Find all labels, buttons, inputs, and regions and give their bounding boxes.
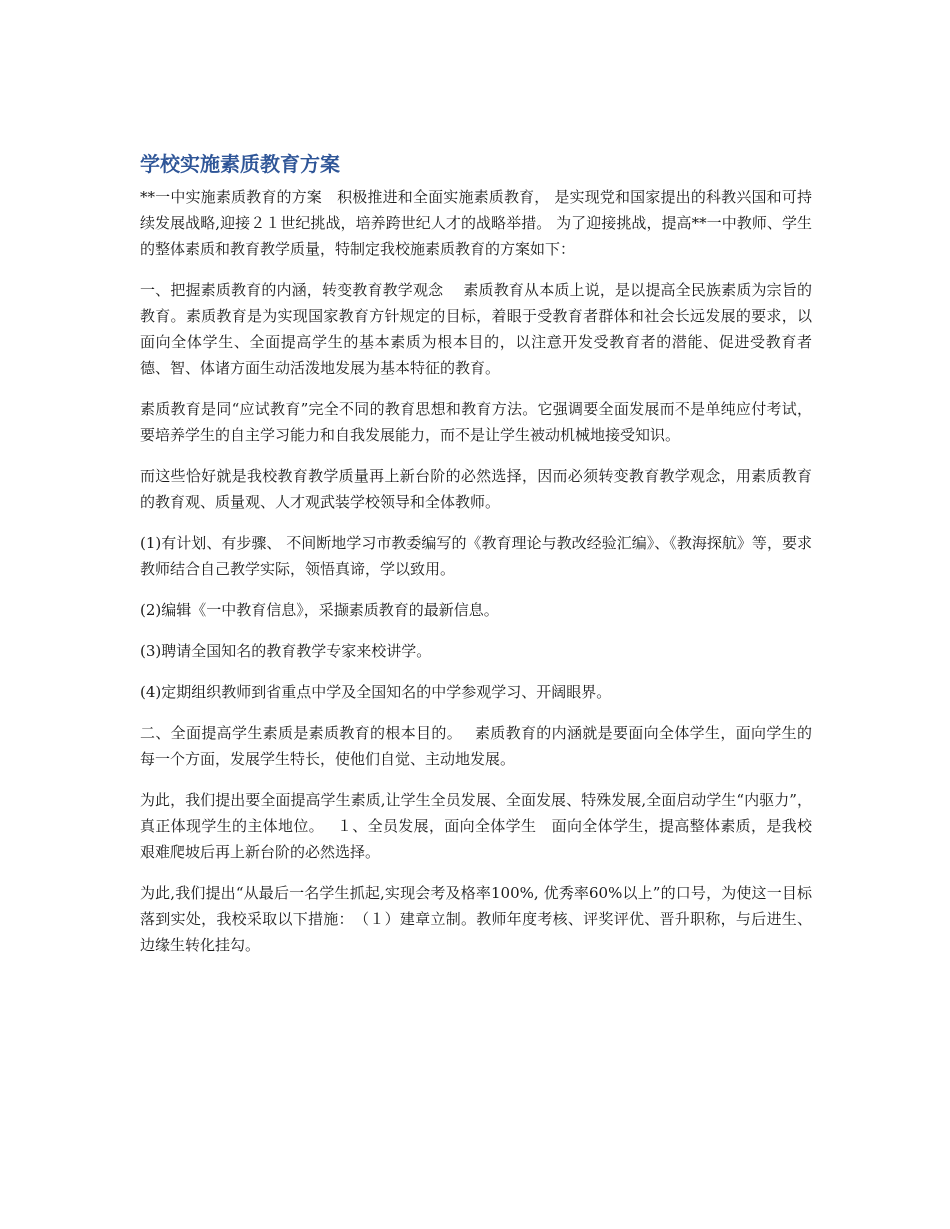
paragraph-transform-concepts: 而这些恰好就是我校教育教学质量再上新台阶的必然选择，因而必须转变教育教学观念，用素质教育的教育观、质量观、人才观武装学校领导和全体教师。 bbox=[140, 467, 812, 511]
paragraph-measures: 为此,我们提出“从最后一名学生抓起,实现会考及格率100%, 优秀率60%以上”的口号，为使这一目标落到实处，我校采取以下措施： （１）建章立制。教师年度考核、评奖评优、晋升职称，与后进生、边缘生转化挂勾。 bbox=[140, 884, 812, 954]
paragraph-full-development: 为此，我们提出要全面提高学生素质,让学生全员发展、全面发展、特殊发展,全面启动学生“内驱力”，真正体现学生的主体地位。 １、全员发展，面向全体学生 面向全体学生，提高整体素质，是我校艰难爬坡后再上新台阶的必然选择。 bbox=[140, 791, 812, 861]
paragraph-section-1: 一、把握素质教育的内涵，转变教育教学观念 素质教育从本质上说，是以提高全民族素质为宗旨的教育。素质教育是为实现国家教育方针规定的目标，着眼于受教育者群体和社会长远发展的要求，以面向全体学生、全面提高学生的基本素质为根本目的，以注意开发受教育者的潜能、促进受教育者德、智、体诸方面生动活泼地发展为基本特征的教育。 bbox=[140, 281, 812, 377]
paragraph-intro: **一中实施素质教育的方案 积极推进和全面实施素质教育， 是实现党和国家提出的科教兴国和可持续发展战略,迎接２１世纪挑战，培养跨世纪人才的战略举措。 为了迎接挑战，提高**一中教师、学生的整体素质和教育教学质量，特制定我校施素质教育的方案如下： bbox=[140, 188, 812, 258]
paragraph-exam-education: 素质教育是同“应试教育”完全不同的教育思想和教育方法。它强调要全面发展而不是单纯应付考试，要培养学生的自主学习能力和自我发展能力，而不是让学生被动机械地接受知识。 bbox=[140, 400, 812, 444]
list-item-1: (1)有计划、有步骤、 不间断地学习市教委编写的《教育理论与教改经验汇编》、《教海探航》等，要求教师结合自己教学实际，领悟真谛，学以致用。 bbox=[140, 534, 812, 578]
list-item-4: (4)定期组织教师到省重点中学及全国知名的中学参观学习、开阔眼界。 bbox=[140, 683, 612, 701]
document-body bbox=[140, 150, 812, 973]
document-title: 学校实施素质教育方案 bbox=[140, 152, 340, 176]
paragraph-section-2: 二、全面提高学生素质是素质教育的根本目的。 素质教育的内涵就是要面向全体学生，面向学生的每一个方面，发展学生特长，使他们自觉、主动地发展。 bbox=[140, 724, 812, 768]
list-item-3: (3)聘请全国知名的教育教学专家来校讲学。 bbox=[140, 642, 432, 660]
list-item-2: (2)编辑《一中教育信息》，采撷素质教育的最新信息。 bbox=[140, 601, 499, 619]
